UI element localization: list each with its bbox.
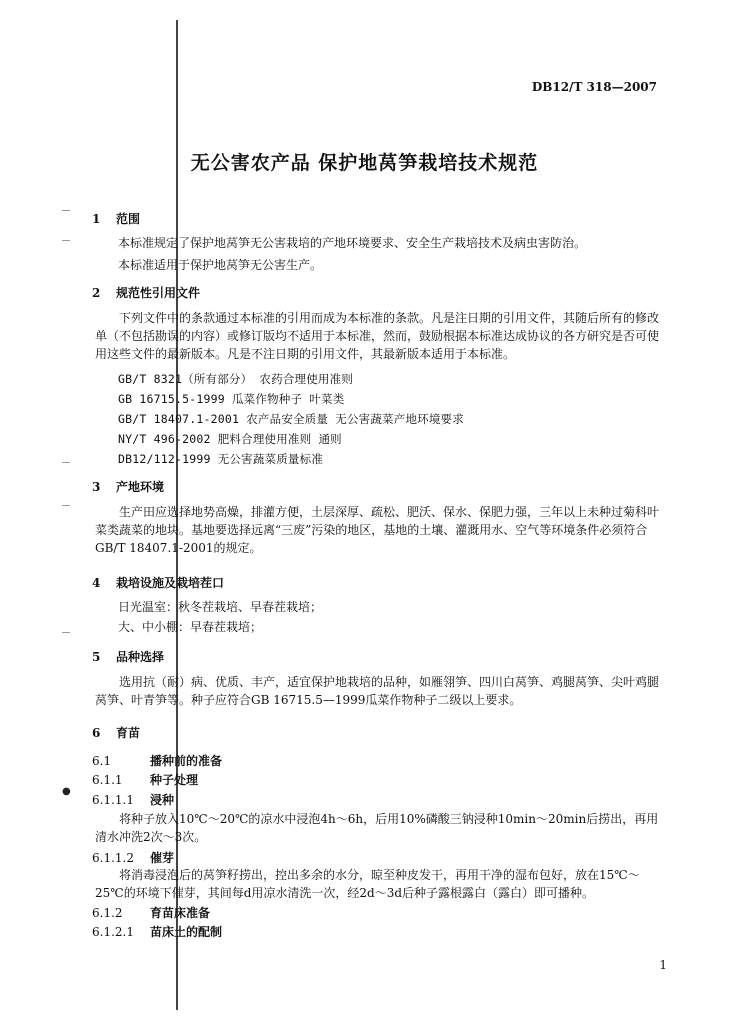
reference-item: GB/T 8321（所有部分） 农药合理使用准则 — [118, 372, 354, 386]
paragraph: 本标准适用于保护地莴笋无公害生产。 — [118, 258, 323, 272]
section-number: 5 — [92, 650, 101, 664]
subsection-heading — [92, 752, 222, 769]
margin-mark — [62, 462, 70, 463]
subsection-title: 催芽 — [150, 851, 175, 865]
section-heading-scope — [92, 210, 140, 227]
page-number: 1 — [659, 958, 667, 972]
paragraph: 选用抗（耐）病、优质、丰产，适宜保护地栽培的品种，如雁翎笋、四川白莴笋、鸡腿莴笋、尖叶鸡腿莴笋、叶青笋等。种子应符合GB 16715.5—1999瓜菜作物种子二级以上要求。 — [95, 675, 660, 707]
subsection-heading — [92, 849, 174, 866]
subsection-heading — [92, 791, 174, 808]
margin-mark — [62, 505, 70, 506]
reference-item: NY/T 496-2002 肥料合理使用准则 通则 — [118, 432, 342, 446]
margin-mark — [62, 210, 70, 211]
subsection-title: 浸种 — [150, 793, 175, 807]
section-heading-cultivation-facilities — [92, 574, 224, 591]
section-title: 育苗 — [116, 726, 141, 740]
subsection-title: 种子处理 — [150, 773, 199, 787]
subsection-number: 6.1.1 — [92, 773, 123, 787]
section-heading-normative-references — [92, 284, 200, 301]
section-heading-seedling-raising — [92, 724, 140, 741]
subsection-number: 6.1.1.1 — [92, 793, 134, 807]
subsection-number: 6.1.1.2 — [92, 851, 134, 865]
subsection-title: 育苗床准备 — [150, 906, 211, 920]
paragraph: 下列文件中的条款通过本标准的引用而成为本标准的条款。凡是注日期的引用文件，其随后所有的修改单（不包括勘误的内容）或修订版均不适用于本标准，然而，鼓励根据本标准达成协议的各方研究是否可使用这些文件的最新版本。凡是不注日期的引用文件，其最新版本适用于本标准。 — [95, 311, 660, 361]
reference-item: GB/T 18407.1-2001 农产品安全质量 无公害蔬菜产地环境要求 — [118, 412, 464, 426]
reference-item: GB 16715.5-1999 瓜菜作物种子 叶菜类 — [118, 392, 345, 406]
section-number: 4 — [92, 576, 101, 590]
paragraph: 将种子放入10℃～20℃的凉水中浸泡4h～6h，后用10%磷酸三钠浸种10min～20min后捞出，再用清水冲洗2次～3次。 — [95, 812, 659, 844]
subsection-heading — [92, 771, 198, 788]
section-title: 范围 — [116, 212, 141, 226]
subsection-title: 苗床土的配制 — [150, 925, 223, 939]
section-number: 1 — [92, 212, 101, 226]
paragraph: 将消毒浸泡后的莴笋籽捞出，控出多余的水分，晾至种皮发干，再用干净的湿布包好，放在15℃～25℃的环境下催芽，其间每d用凉水清洗一次，经2d～3d后种子露根露白（露白）即可播种。 — [95, 868, 640, 900]
section-number: 2 — [92, 286, 101, 300]
scan-mark: ● — [62, 786, 71, 797]
subsection-heading — [92, 904, 210, 921]
margin-mark — [62, 240, 70, 241]
section-title: 规范性引用文件 — [116, 286, 201, 300]
section-title: 产地环境 — [116, 480, 165, 494]
subsection-heading — [92, 923, 222, 940]
reference-item: DB12/112-1999 无公害蔬菜质量标准 — [118, 452, 324, 466]
subsection-number: 6.1.2 — [92, 906, 123, 920]
section-title: 栽培设施及栽培茬口 — [116, 576, 225, 590]
section-number: 3 — [92, 480, 101, 494]
subsection-title: 播种前的准备 — [150, 754, 223, 768]
section-number: 6 — [92, 726, 101, 740]
paragraph: 生产田应选择地势高燥，排灌方便，土层深厚、疏松、肥沃、保水、保肥力强，三年以上未种过菊科叶菜类蔬菜的地块。基地要选择远离“三废”污染的地区，基地的土壤、灌溉用水、空气等环境条件必须符合GB/T 18407.1-2001的规定。 — [95, 505, 660, 555]
document-code: DB12/T 318—2007 — [531, 80, 657, 94]
subsection-number: 6.1.2.1 — [92, 925, 134, 939]
paragraph: 本标准规定了保护地莴笋无公害栽培的产地环境要求、安全生产栽培技术及病虫害防治。 — [118, 236, 587, 250]
list-item: 日光温室：秋冬茬栽培、早春茬栽培； — [118, 600, 323, 614]
section-heading-production-environment — [92, 478, 164, 495]
subsection-number: 6.1 — [92, 754, 112, 768]
section-heading-variety-selection — [92, 648, 164, 665]
page-title: 无公害农产品 保护地莴笋栽培技术规范 — [190, 152, 539, 174]
list-item: 大、中小棚：早春茬栽培； — [118, 620, 263, 634]
section-title: 品种选择 — [116, 650, 165, 664]
margin-mark — [62, 632, 70, 633]
